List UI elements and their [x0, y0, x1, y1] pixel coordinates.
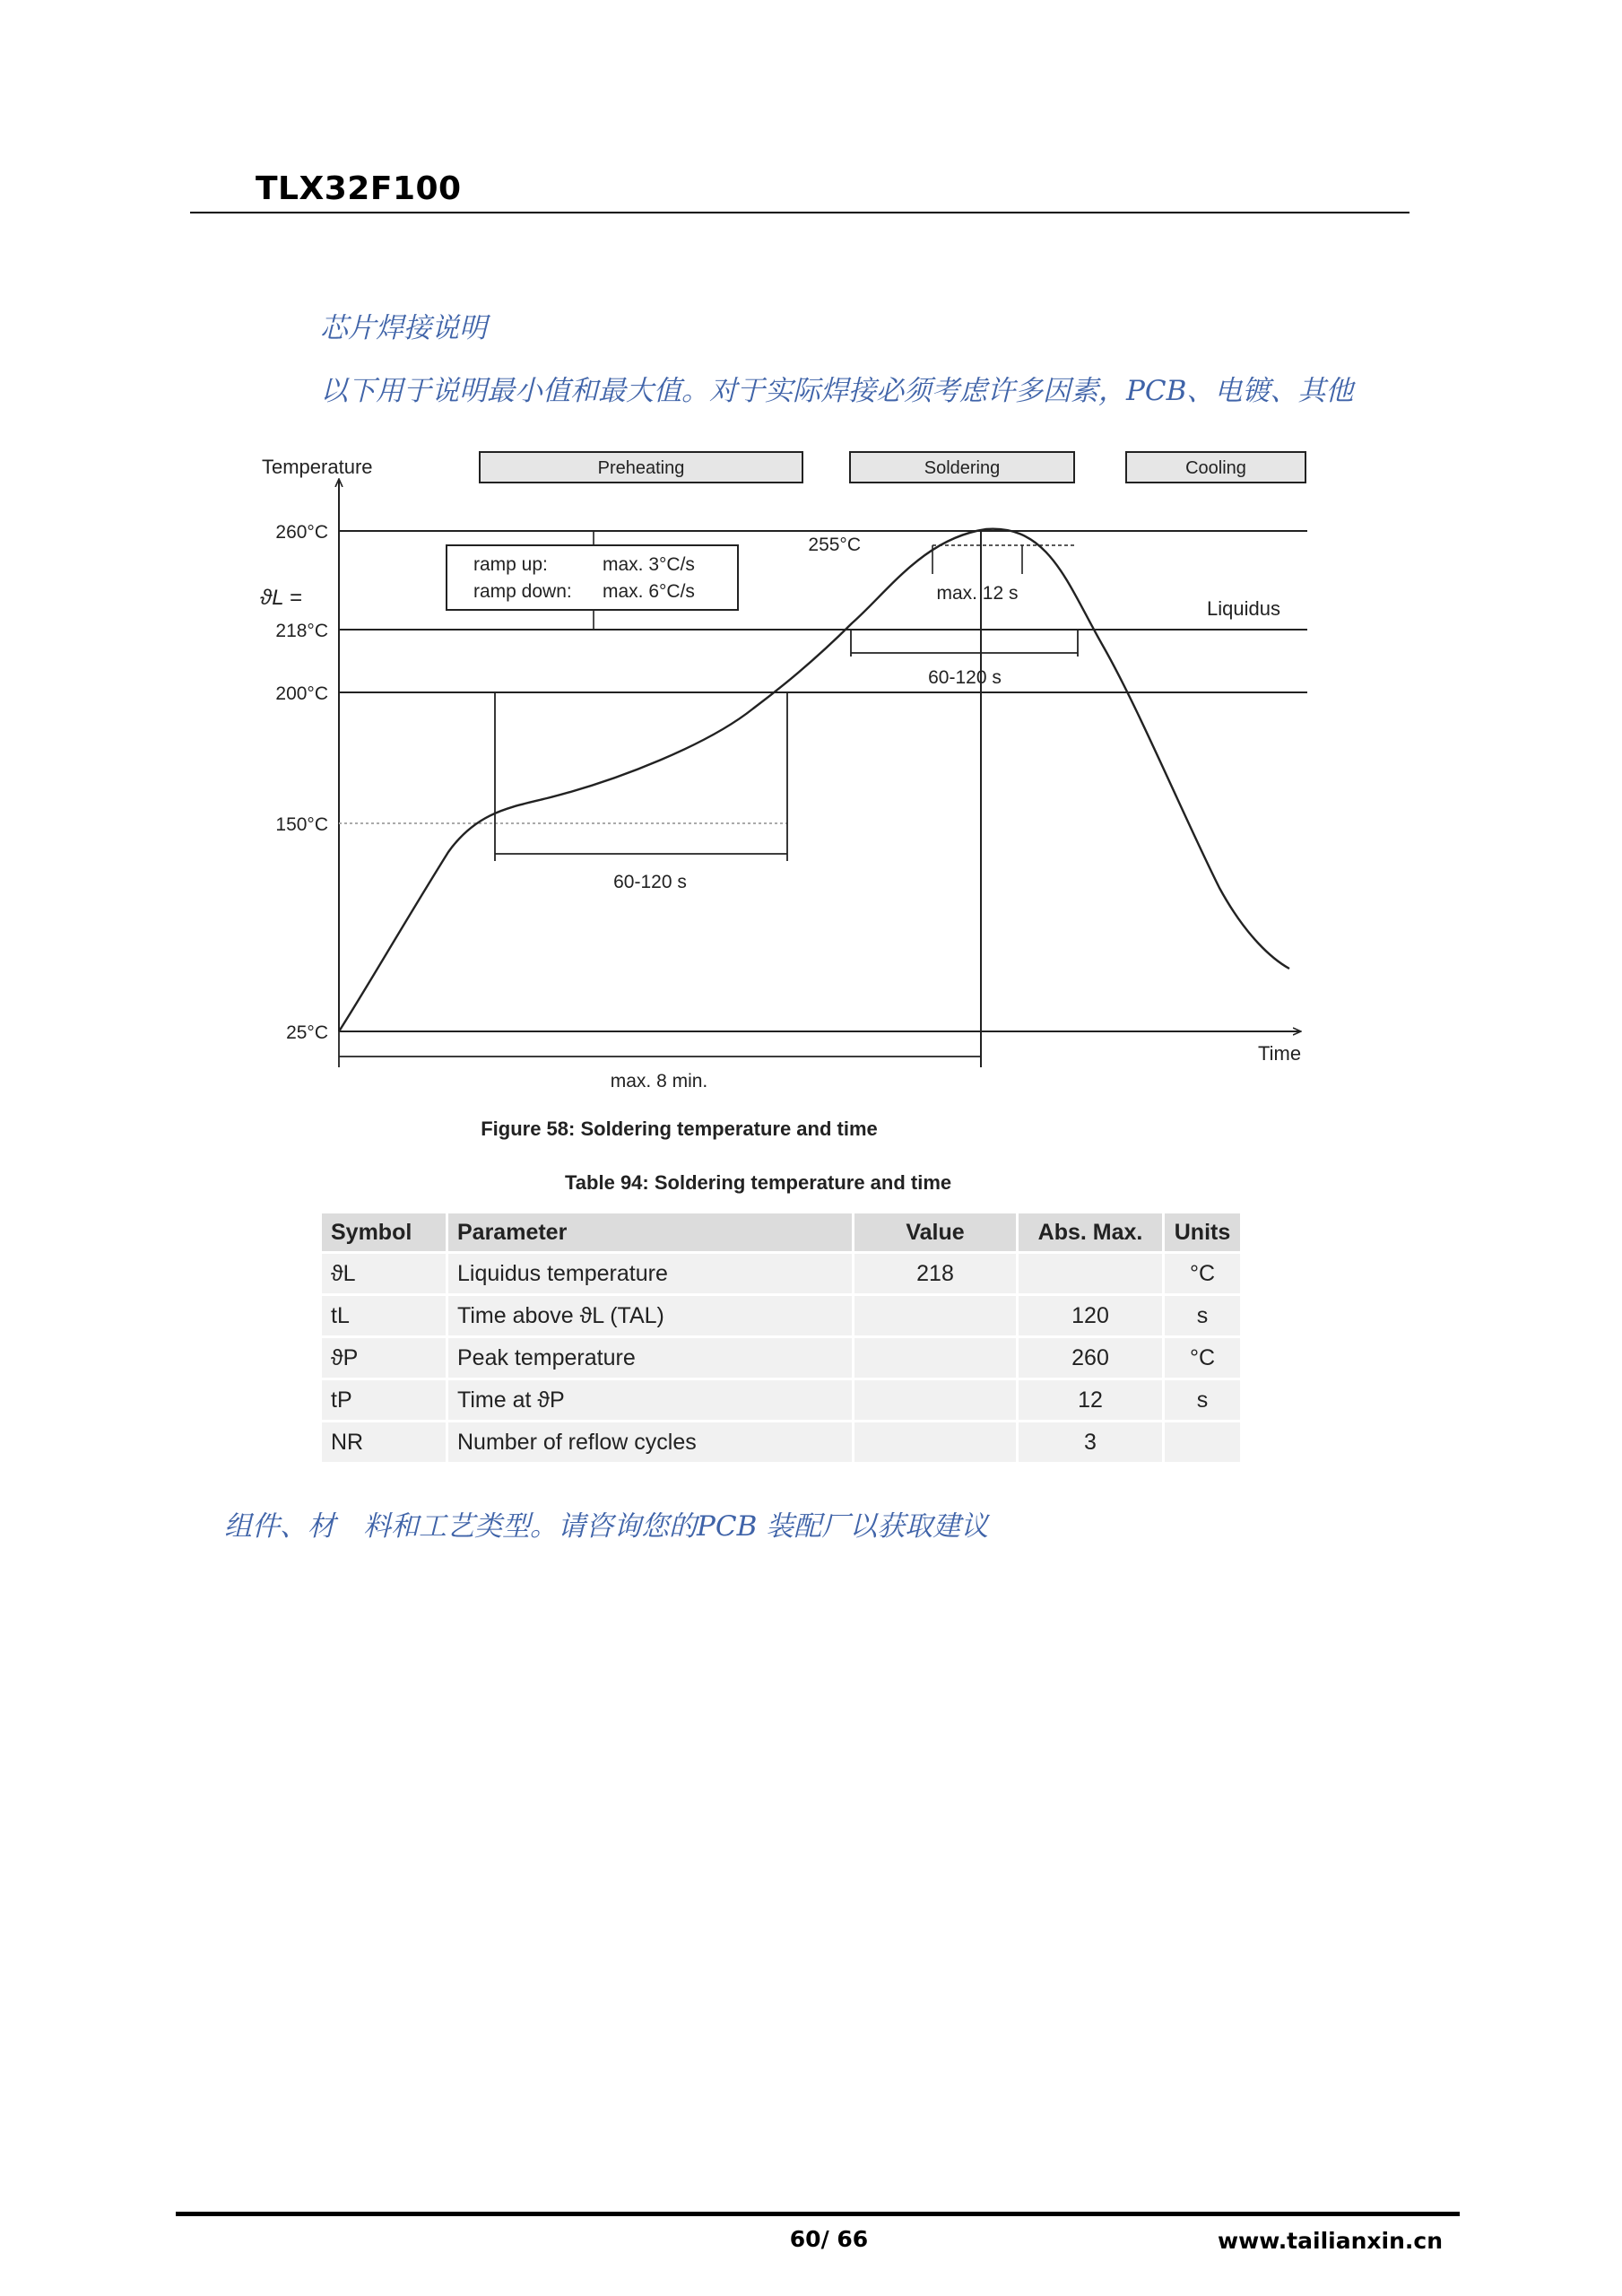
footer-website: www.tailianxin.cn: [1218, 2228, 1443, 2254]
header-divider: [190, 212, 1409, 213]
cell-units: s: [1164, 1295, 1242, 1337]
total-time-label: max. 8 min.: [610, 1071, 708, 1091]
cell-value: [854, 1337, 1018, 1379]
cell-abs-max: [1018, 1253, 1164, 1295]
cell-value: [854, 1379, 1018, 1422]
y-tick-260: 260°C: [275, 522, 328, 543]
figure-caption: Figure 58: Soldering temperature and time: [481, 1118, 878, 1140]
cell-parameter: Time at ϑP: [447, 1379, 854, 1422]
cell-parameter: Number of reflow cycles: [447, 1422, 854, 1464]
cell-parameter: Liquidus temperature: [447, 1253, 854, 1295]
section-heading: 芯片焊接说明: [320, 312, 487, 344]
table-row: [321, 1379, 1242, 1422]
table-row: [321, 1295, 1242, 1337]
ramp-down-value: max. 6°C/s: [603, 581, 695, 602]
y-axis-label: Temperature: [262, 456, 373, 478]
cell-units: [1164, 1422, 1242, 1464]
x-axis-label: Time: [1258, 1042, 1302, 1065]
y-tick-150: 150°C: [275, 814, 328, 835]
column-header-symbol: Symbol: [321, 1213, 447, 1253]
cell-abs-max: 12: [1018, 1379, 1164, 1422]
table-row: [321, 1337, 1242, 1379]
soldering-spec-table: [319, 1211, 1243, 1465]
intro-line-2: 组件、材 料和工艺类型。请咨询您的PCB 装配厂以获取建议: [224, 1510, 989, 1543]
cell-value: [854, 1422, 1018, 1464]
ramp-down-label: ramp down:: [473, 581, 572, 602]
cell-units: °C: [1164, 1337, 1242, 1379]
tal-window-label: 60-120 s: [928, 667, 1002, 688]
phase-label-soldering: Soldering: [924, 458, 1001, 478]
cell-value: [854, 1295, 1018, 1337]
cell-symbol: tL: [321, 1295, 447, 1337]
phase-label-preheating: Preheating: [597, 458, 685, 478]
column-header-units: Units: [1164, 1213, 1242, 1253]
cell-abs-max: 260: [1018, 1337, 1164, 1379]
cell-value: 218: [854, 1253, 1018, 1295]
phase-label-cooling: Cooling: [1185, 458, 1246, 478]
column-header-parameter: Parameter: [447, 1213, 854, 1253]
y-tick-218: 218°C: [275, 621, 328, 641]
table-caption: Table 94: Soldering temperature and time: [565, 1171, 952, 1194]
table-row: [321, 1422, 1242, 1464]
cell-symbol: NR: [321, 1422, 447, 1464]
cell-units: s: [1164, 1379, 1242, 1422]
page-number: 60/ 66: [789, 2226, 869, 2252]
soldering-profile-figure: [242, 439, 1318, 1103]
table-row: [321, 1253, 1242, 1295]
footer-divider: [176, 2212, 1460, 2216]
theta-l-label: ϑL =: [260, 586, 302, 610]
cell-symbol: ϑL: [321, 1253, 447, 1295]
cell-parameter: Time above ϑL (TAL): [447, 1295, 854, 1337]
cell-abs-max: 120: [1018, 1295, 1164, 1337]
temp-255-label: 255°C: [808, 535, 861, 555]
cell-abs-max: 3: [1018, 1422, 1164, 1464]
column-header-value: Value: [854, 1213, 1018, 1253]
preheat-window-label: 60-120 s: [613, 872, 687, 892]
ramp-up-label: ramp up:: [473, 554, 548, 575]
intro-line-1: 以下用于说明最小值和最大值。对于实际焊接必须考虑许多因素，PCB、电镀、其他: [320, 375, 1354, 407]
cell-units: °C: [1164, 1253, 1242, 1295]
y-tick-25: 25°C: [286, 1022, 328, 1043]
cell-symbol: ϑP: [321, 1337, 447, 1379]
liquidus-label: Liquidus: [1207, 597, 1280, 620]
cell-symbol: tP: [321, 1379, 447, 1422]
table-header-row: [321, 1213, 1242, 1253]
column-header-abs-max: Abs. Max.: [1018, 1213, 1164, 1253]
cell-parameter: Peak temperature: [447, 1337, 854, 1379]
peak-dwell-label: max. 12 s: [936, 583, 1019, 604]
document-title: TLX32F100: [256, 170, 462, 207]
y-tick-200: 200°C: [275, 683, 328, 704]
ramp-up-value: max. 3°C/s: [603, 554, 695, 575]
